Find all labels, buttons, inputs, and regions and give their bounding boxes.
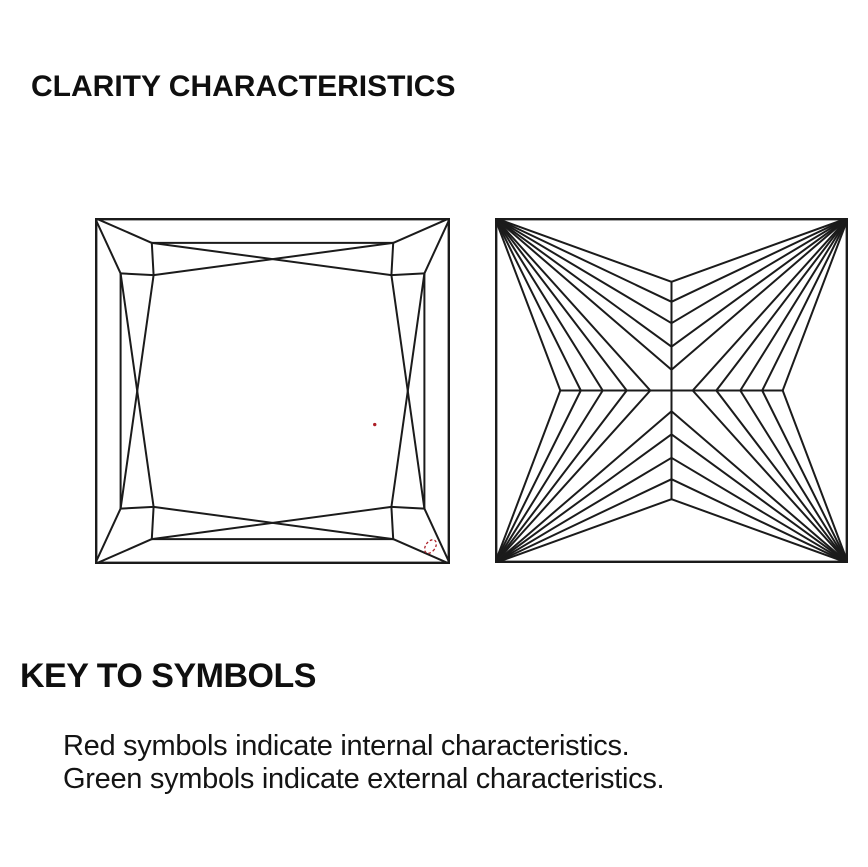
pavilion-facet-line — [672, 218, 849, 347]
corner-facet-line — [391, 507, 424, 509]
corner-facet-line — [391, 507, 393, 539]
pavilion-facet-line — [495, 218, 672, 370]
pavilion-facet-line — [716, 218, 848, 391]
corner-facet-line — [393, 218, 450, 243]
corner-facet-line — [152, 243, 154, 275]
corner-facet-line — [95, 539, 152, 564]
page-title: CLARITY CHARACTERISTICS — [31, 70, 456, 103]
corner-facet-line — [391, 243, 393, 275]
corner-facet-line — [424, 509, 450, 564]
pavilion-facet-line — [693, 391, 848, 564]
pinpoint-symbol — [373, 423, 376, 426]
pavilion-facet-line — [495, 411, 672, 563]
corner-facet-line — [424, 218, 450, 273]
pavilion-facet-line — [672, 434, 849, 563]
corner-facet-line — [95, 509, 121, 564]
corner-facet-line — [152, 507, 154, 539]
pavilion-facet-line — [672, 411, 849, 563]
key-external-line: Green symbols indicate external characteristics. — [63, 763, 665, 795]
corner-facet-line — [393, 539, 450, 564]
pavilion-facet-line — [716, 391, 848, 564]
pavilion-facet-line — [495, 391, 650, 564]
corner-facet-line — [95, 218, 121, 273]
girdle-outline — [96, 219, 449, 563]
pavilion-facet-line — [672, 218, 849, 370]
pavilion-facet-line — [495, 391, 627, 564]
corner-facet-line — [391, 273, 424, 275]
key-to-symbols-heading: KEY TO SYMBOLS — [20, 657, 316, 695]
corner-facet-line — [95, 218, 152, 243]
pavilion-view-diagram — [495, 218, 848, 563]
key-internal-line: Red symbols indicate internal characteristics. — [63, 730, 630, 762]
pavilion-facet-line — [495, 218, 672, 347]
key-to-symbols-text — [63, 730, 664, 796]
pavilion-facet-line — [495, 434, 672, 563]
pavilion-facet-line — [495, 218, 627, 391]
crown-view-diagram — [95, 218, 450, 564]
corner-facet-line — [121, 507, 154, 509]
pavilion-facet-line — [693, 218, 848, 391]
pavilion-facet-line — [495, 218, 650, 391]
corner-facet-line — [121, 273, 154, 275]
